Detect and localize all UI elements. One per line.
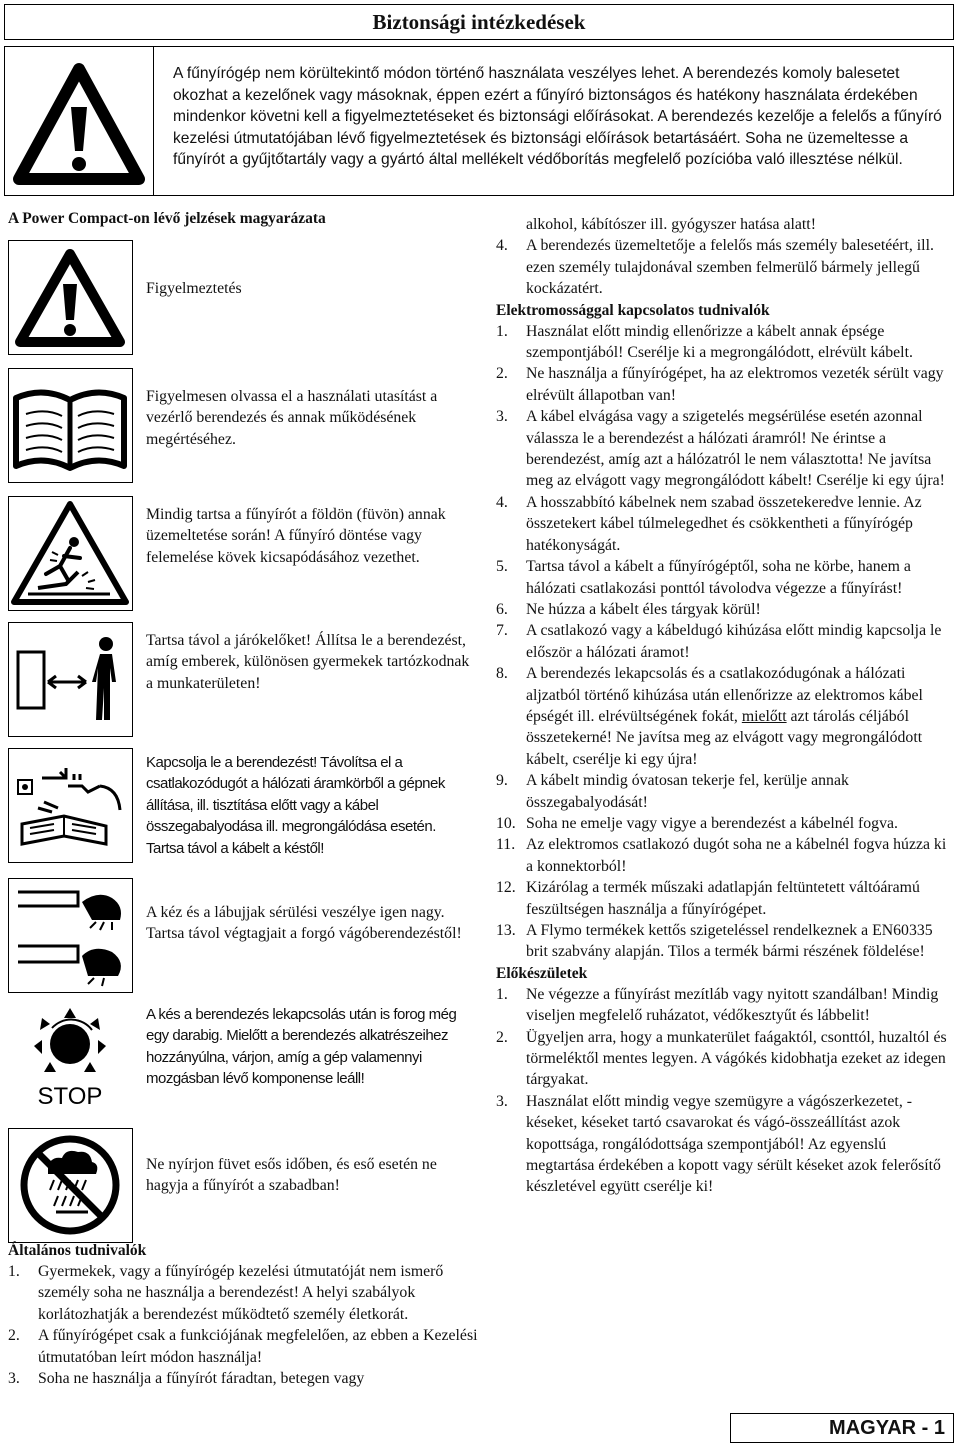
electric-list [496,321,952,963]
symbol-text: Figyelmeztetés [146,280,242,297]
no-rain-icon [8,1128,133,1243]
list-item: 1. Gyermekek, vagy a fűnyírógép kezelési útmutatóját nem ismerő személy soha ne használja a berendezést! A helyi szabályok korlátozhatják a berendezést működtető személy életkorát. [8,1263,444,1323]
symbol-text: Tartsa távol a járókelőket! Állítsa le a berendezést, amíg emberek, különösen gyermekek tartózkodnak a munkaterületen! [146,632,470,692]
intro-icon-cell [5,47,154,195]
warning-triangle-icon [8,240,133,355]
list-item: 4. A hosszabbító kábelnek nem szabad összetekeredve lennie. Az összetekert kábel túlmelegedhet és csökkentheti a fűnyírógép hatékonyságát. [496,493,922,554]
symbol-text: Mindig tartsa a fűnyírót a földön (füvön) annak üzemeltetése során! A fűnyíró döntése vagy felemelése kövek kicsapódásához vezethet. [146,506,446,566]
prep-list [496,984,952,1198]
list-item: 10. Soha ne emelje vagy vigye a berendezést a kábelnél fogva. [496,814,898,832]
flying-debris-warning-icon [8,496,133,611]
general-continued: alkohol, kábítószer ill. gyógyszer hatása alatt! [526,216,816,233]
page-title: Biztonsági intézkedések [4,4,954,40]
list-item: 6. Ne húzza a kábelt éles tárgyak körül! [496,600,761,618]
warning-triangle-icon [5,47,153,195]
right-column [496,214,952,1198]
list-item: 4. A berendezés üzemeltetője a felelős más személy balesetéért, ill. ezen személy tulajdonával szemben felmerülő bármely jellegű kockázatért. [496,237,934,298]
symbol-text: Ne nyírjon füvet esős időben, és eső esetén ne hagyja a fűnyírót a szabadban! [146,1156,437,1195]
prep-heading: Előkészületek [496,964,588,982]
hand-foot-blade-icon [8,878,133,993]
keep-bystanders-away-icon [8,622,133,737]
list-item: 1. Ne végezze a fűnyírást mezítláb vagy nyitott szandálban! Mindig viseljen megfelelő ruházatot, védőkesztyűt és lábbelit! [496,985,939,1025]
list-item: 9. A kábelt mindig óvatosan tekerje fel, kerülje annak összegabalyodását! [496,772,849,811]
intro-box [4,46,954,196]
list-item: 12. Kizárólag a termék műszaki adatlapján feltüntetett váltóáramú feszültségen használja a fűnyírógépet. [496,879,920,918]
list-item: 1. Használat előtt mindig ellenőrizze a kábelt annak épsége szempontjából! Cserélje ki a megrongálódott, elrévült kábelt. [496,322,913,362]
electric-heading: Elektromossággal kapcsolatos tudnivalók [496,301,770,319]
list-item: 11. Az elektromos csatlakozó dugót soha ne a kábelnél fogva húzza ki a konnektorból! [496,836,947,875]
list-item: 8. A berendezés lekapcsolás és a csatlakozódugónak a hálózati aljzatból történő kihúzása után ellenőrizze az elektromos kábel épségét ill. elrévültségének fokát, mielőtt azt tárolás céljából összetekerné! Ne javítsa meg az elvágott vagy megrongálódott kábelt, cserélje ki egy újra! [496,665,923,768]
unplug-cable-icon [8,748,133,863]
symbol-text: A kés a berendezés lekapcsolás után is forog még egy darabig. Mielőtt a berendezés alkatrészeihez hozzányúlna, várjon, amíg a gép valamennyi mozgásban lévő komponense leáll! [146,1006,457,1088]
intro-paragraph: A fűnyírógép nem körültekintő módon történő használata veszélyes lehet. A berendezés komoly balesetet okozhat a kezelőnek vagy másoknak, éppen ezért a fűnyíró biztonságos és hatékony használata érdekében mindenkor követni kell a figyelmeztetéseket és biztonsági előírásokat. A berendezés kezelője a felelős a fűnyíró kezelési útmutatójában lévő figyelmeztetések és biztonsági előírások betartásáért. Soha ne üzemeltesse a fűnyírót a gyűjtőtartály vagy a gyártó által mellékelt védőborítás megfelelő pozícióba való illesztése nélkül. [173,65,942,169]
list-item: 13. A Flymo termékek kettős szigeteléssel rendelkeznek a EN60335 brit szabvány alapján. Tilos a termék bármi részének földelése! [496,922,933,961]
symbol-text: Kapcsolja le a berendezést! Távolítsa el a csatlakozódugót a hálózati áramkörből a gépnek állítása, ill. tisztítása előtt vagy a kábel összegabalyodása ill. megrongálódása esetén. Tartsa távol a kábelt a késtől! [146,754,445,857]
general-list-continued [496,235,952,299]
page-footer: MAGYAR - 1 [730,1413,954,1443]
general-list [8,1261,478,1389]
symbols-column [8,208,478,229]
general-heading: Általános tudnivalók [8,1242,147,1259]
list-item: 5. Tartsa távol a kábelt a fűnyírógéptől, soha ne körbe, hanem a hálózati csatlakozási ponttól távolodva végezze a fűnyírást! [496,558,911,597]
general-section [8,1240,478,1389]
list-item: 7. A csatlakozó vagy a kábeldugó kihúzása előtt mindig kapcsolja le először a hálózati áramot! [496,622,942,661]
list-item: 2. Ne használja a fűnyírógépet, ha az elektromos vezeték sérült vagy elrévült állapotban van! [496,365,944,404]
list-item: 3. Használat előtt mindig vegye szemügyre a vágószerkezetet, - késeket, késeket tartó csavarokat és vágó-összeállítást azok kopottsága, rongálódottsága szempontjából! Az egyenslú megtartása érdekében a kopott vagy sérült késeket azok felerősítő készletével együtt cserélje ki! [496,1092,941,1196]
list-item: 2. A fűnyírógépet csak a funkciójának megfelelően, az ebben a Kezelési útmutatóban leírt módon használja! [8,1327,478,1366]
symbol-text: Figyelmesen olvassa el a használati utasítást a vezérlő berendezés és annak működésének megértéséhez. [146,388,438,448]
list-item: 3. A kábel elvágása vagy a szigetelés megsérülése esetén azonnal válassza le a berendezést a hálózati áramról! Ne érintse a berendezést, amíg azt a hálózatról le nem választotta! Ne javítsa meg az elvágott vagy megrongálódott kábelt! Cserélje ki egy újra! [496,408,945,490]
symbol-text: A kéz és a lábujjak sérülési veszélye igen nagy. Tartsa távol végtagjait a forgó vágóberendezéstől! [146,904,462,943]
list-item: 2. Ügyeljen arra, hogy a munkaterület faágaktól, csonttól, huzaltól és törmeléktől mentes legyen. A vágókés kidobhatja ezeket az idegen tárgyakat. [496,1028,947,1089]
stop-label: STOP [37,1083,103,1110]
open-book-icon [8,368,133,483]
list-item: 3. Soha ne használja a fűnyírót fáradtan, betegen vagy [8,1370,365,1388]
symbols-heading: A Power Compact-on lévő jelzések magyarázata [8,210,326,227]
blade-stop-icon [8,1004,133,1116]
